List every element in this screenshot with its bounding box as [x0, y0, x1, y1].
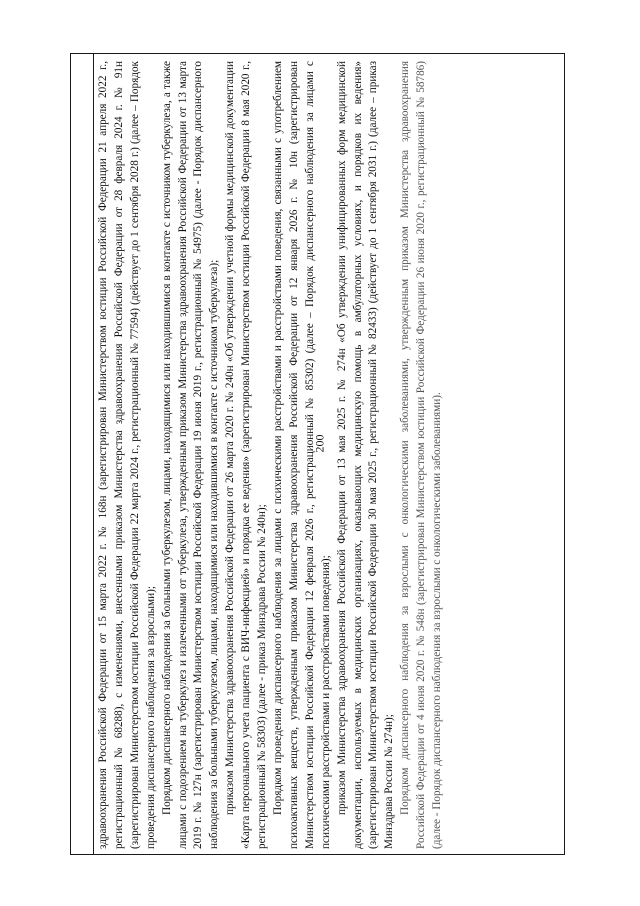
paragraph-tuberculosis-order: Порядком диспансерного наблюдения за больными туберкулезом, лицами, находящимися или находившимися в контакте с источником туберкулеза, а также лицами с подозрением на туберкулез и излеченными от туберкулеза, утвержденным приказом Министерства здравоохранения Российской Федерации от 13 марта 2019 г. № 127н (зарегистрирован Министерством юстиции Российской Федерации 19 июня 2019 г., регистрационный № 54975) (далее - Порядок диспансерного наблюдения за больными туберкулезом, лицами, находящимися или находившимися в контакте с источником туберкулеза); — [160, 61, 221, 849]
paragraph-psychiatric-order: Порядком проведения диспансерного наблюдения за лицами с психическими расстройствами и расстройствами поведения, связанными с употреблением психоактивных веществ, утвержденным приказом Министерства здравоохранения Российской Федерации от 12 января 2026 г. № 10н (зарегистрирован Министерством юстиции Российской Федерации 12 февраля 2026 г., регистрационный № 85302) (далее – Порядок диспансерного наблюдения за лицами с психическими расстройствами и расстройствами поведения); — [271, 61, 332, 849]
page-number: 200 — [312, 434, 327, 453]
rotated-page-content — [70, 53, 565, 855]
document-body — [96, 61, 446, 849]
paragraph-hiv-order: приказом Министерства здравоохранения Российской Федерации от 26 марта 2020 г. № 240н «Об утверждении учетной формы медицинской документации «Карта персонального учета пациента с ВИЧ-инфекцией» и порядка ее ведения» (зарегистрирован Министерством юстиции Российской Федерации 8 мая 2020 г., регистрационный № 58303) (далее - приказ Минздрава России № 240н); — [224, 61, 269, 849]
paragraph-continuation: здравоохранения Российской Федерации от 15 марта 2022 г. № 168н (зарегистрирован Министерством юстиции Российской Федерации 21 апреля 2022 г., регистрационный № 68288), с изменениями, внесенными приказом Министерства здравоохранения Российской Федерации от 28 февраля 2024 г. № 91н (зарегистрирован Министерством юстиции Российской Федерации 22 марта 2024 г., регистрационный № 77594) (действует до 1 сентября 2028 г.) (далее – Порядок проведения диспансерного наблюдения за взрослыми); — [97, 61, 157, 849]
paragraph-outpatient-forms-order: приказом Министерства здравоохранения Российской Федерации от 13 мая 2025 г. № 274н «Об утверждении унифицированных форм медицинской документации, используемых в медицинских организациях, оказывающих медицинскую помощь в амбулаторных условиях, и порядков их ведения» (зарегистрирован Министерством юстиции Российской Федерации 30 мая 2025 г., регистрационный № 82433) (действует до 1 сентября 2031 г.) (далее – приказ Минздрава России № 274н); — [335, 61, 396, 849]
paragraph-oncology-order: Порядком диспансерного наблюдения за взрослыми с онкологическими заболеваниями, утвержденным приказом Министерства здравоохранения Российской Федерации от 4 июня 2020 г. № 548н (зарегистрирован Министерством юстиции Российской Федерации 26 июня 2020 г., регистрационный № 58786) (далее - Порядок диспансерного наблюдения за взрослыми с онкологическими заболеваниями). — [399, 61, 444, 849]
column-divider — [93, 54, 94, 854]
